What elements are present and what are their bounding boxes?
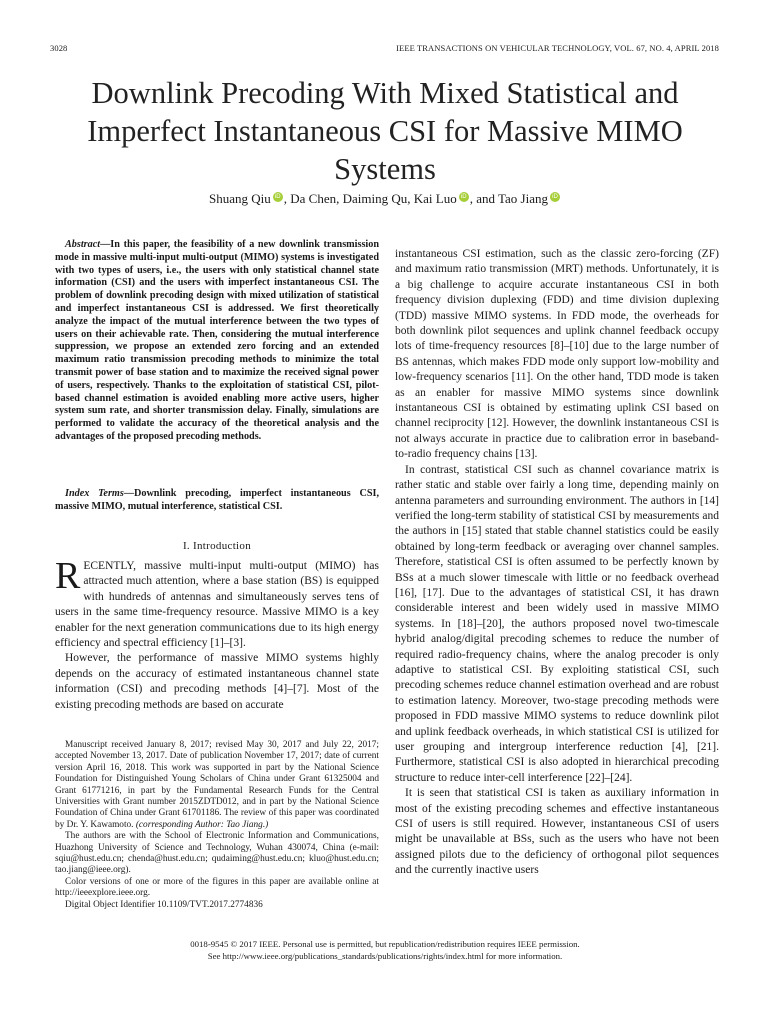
footnote-manuscript: Manuscript received January 8, 2017; revised May 30, 2017 and July 22, 2017; accepted November 13, 2017. Date of publication November 17, 2017; date of current version April 16, 2018. This work was supported in part by the National Science Foundation for Distinguished Young Scholars of China under Grant 61325004 and Grant 61771216, in part by the Fundamental Research Funds for the Central Universities with Grant number 2015ZDTD012, and in part by the National Science Foundation of China under Grant 61701186. The review of this paper was coordinated by Dr. Y. Kawamoto. [55, 740, 379, 830]
body-paragraph: instantaneous CSI estimation, such as the classic zero-forcing (ZF) and maximum ratio transmission (MRT) methods. Unfortunately, it is a big challenge to acquire accurate instantaneous CSI in both frequency division duplexing (FDD) and time division duplexing (TDD) massive MIMO systems. In FDD mode, the overheads for both downlink pilot sequences and uplink channel feedback occupy lots of time-frequency resources [8]–[10] due to the large number of BS antennas, which makes FDD mode only support low-mobility and low-frequency scenarios [11]. On the other hand, TDD mode is taken as an enabler for massive MIMO systems since downlink instantaneous CSI is obtained by estimating uplink CSI based on channel reciprocity [12]. However, the downlink instantaneous CSI is not always accurate in practice due to calibration error in baseband-to-radio frequency chains [13]. [395, 248, 719, 461]
author-name: Shuang Qiu [209, 191, 271, 206]
orcid-icon[interactable]: iD [550, 192, 560, 202]
intro-paragraph: However, the performance of massive MIMO systems highly depends on the accuracy of estimated instantaneous channel state information (CSI) and precoding methods [4]–[7]. Most of the existing precoding methods are based on accurate [55, 652, 379, 711]
footnotes [55, 740, 379, 911]
copyright-footer [40, 938, 730, 962]
right-column-body [395, 247, 719, 879]
body-paragraph: It is seen that statistical CSI is taken as auxiliary information in most of the existing precoding schemes and effective instantaneous CSI of users is still required. However, instantaneous CSI of users might be unavailable at BSs, such as the users who have not been assigned pilots due to the deficiency of orthogonal pilot sequences and the currently inactive users [395, 787, 719, 877]
body-paragraph: In contrast, statistical CSI such as channel covariance matrix is rather static and stable over fairly a long time, depending mainly on antenna parameters and surrounding environment. The authors in [14] verified the long-term stability of statistical CSI by measurements and the authors in [15] stated that stable channel statistics could be easily obtained by long-term feedback or averaging over channel samples. Therefore, statistical CSI is often assumed to be perfectly known by BSs at a much slower timescale with little or no feedback overhead [16], [17]. Due to the advantages of statistical CSI, it has drawn considerable interest and been widely used in massive MIMO systems. In [18]–[20], the authors proposed novel two-timescale hybrid analog/digital precoding schemes to reduce the number of required radio-frequency chains, where the analog precoder is only adaptive to statistical CSI. By exploiting statistical CSI, such precoding schemes reduce channel estimation overhead and are robust to estimation latency. Moreover, two-stage precoding methods were proposed in FDD massive MIMO systems to reduce downlink pilot and uplink feedback overheads, in which statistical CSI is utilized for user grouping and intergroup interference reduction [4], [21]. Furthermore, statistical CSI is also adopted in hierarchical precoding structure to reduce inter-cell interference [22]–[24]. [395, 463, 719, 784]
copyright-line: 0018-9545 © 2017 IEEE. Personal use is permitted, but republication/redistribution requires IEEE permission. [190, 939, 580, 949]
abstract [55, 239, 379, 444]
abstract-label: Abstract [65, 239, 101, 250]
intro-lead: ECENTLY, [83, 560, 136, 572]
footnote-doi: Digital Object Identifier 10.1109/TVT.2017.2774836 [65, 899, 263, 910]
footnote-color: Color versions of one or more of the figures in this paper are available online at http://ieeexplore.ieee.org. [55, 876, 379, 899]
index-terms-text: —Downlink precoding, imperfect instantaneous CSI, massive MIMO, mutual interference, statistical CSI. [55, 488, 379, 512]
drop-cap: R [55, 555, 81, 597]
intro-paragraph: massive multi-input multi-output (MIMO) has attracted much attention, where a base station (BS) is equipped with hundreds of antennas and simultaneously serves tens of users in the same time-frequency resource. Massive MIMO is a key enabler for the next generation communications due to its high energy efficiency and spectral efficiency [1]–[3]. [55, 560, 379, 650]
journal-header: IEEE TRANSACTIONS ON VEHICULAR TECHNOLOGY, VOL. 67, NO. 4, APRIL 2018 [396, 43, 719, 53]
footnote-affiliation: The authors are with the School of Electronic Information and Communications, Huazhong University of Science and Technology, Wuhan 430074, China (e-mail: sqiu@hust.edu.cn; chenda@hust.edu.cn; qudaiming@hust.edu.cn; kluo@hust.edu.cn; tao.jiang@ieee.org). [55, 831, 379, 876]
index-terms-label: Index Terms [65, 488, 124, 499]
section-title: I. Introduction [182, 540, 252, 552]
page-number: 3028 [50, 43, 68, 53]
footnote-corresponding: (corresponding Author: Tao Jiang.) [133, 819, 269, 830]
author-names: , and Tao Jiang [469, 191, 548, 206]
orcid-icon[interactable]: iD [273, 192, 283, 202]
abstract-text: —In this paper, the feasibility of a new downlink transmission mode in massive multi-input multi-output (MIMO) systems is investigated with two types of users, i.e., the users with only statistical channel state information (CSI) and the users with imperfect instantaneous CSI. The problem of downlink precoding design with mixed utilization of statistical and imperfect instantaneous CSI is addressed. We first theoretically analyze the impact of the mutual interference between the two types of users on their achievable rate. Then, considering the mutual interference suppression, we propose an extended zero forcing and an extended maximum ratio transmission precoding methods to minimize the total transmit power of base station and to maximize the received signal power of users, respectively. Thanks to the exploitation of statistical CSI, pilot-based channel estimation is avoided enabling more active users, higher system sum rate, and shorter transmission delay. Finally, simulations are performed to validate the accuracy of the theoretical analysis and the advantages of the proposed precoding methods. [55, 239, 379, 442]
author-names: , Da Chen, Daiming Qu, Kai Luo [283, 191, 457, 206]
introduction-body [55, 555, 379, 713]
paper-title: Downlink Precoding With Mixed Statistical and Imperfect Instantaneous CSI for Massive MIMO Systems [87, 76, 683, 186]
orcid-icon[interactable]: iD [459, 192, 469, 202]
index-terms [55, 488, 379, 514]
rights-link-line[interactable]: See http://www.ieee.org/publications_standards/publications/rights/index.html for more information. [207, 951, 563, 961]
author-list [40, 191, 730, 207]
